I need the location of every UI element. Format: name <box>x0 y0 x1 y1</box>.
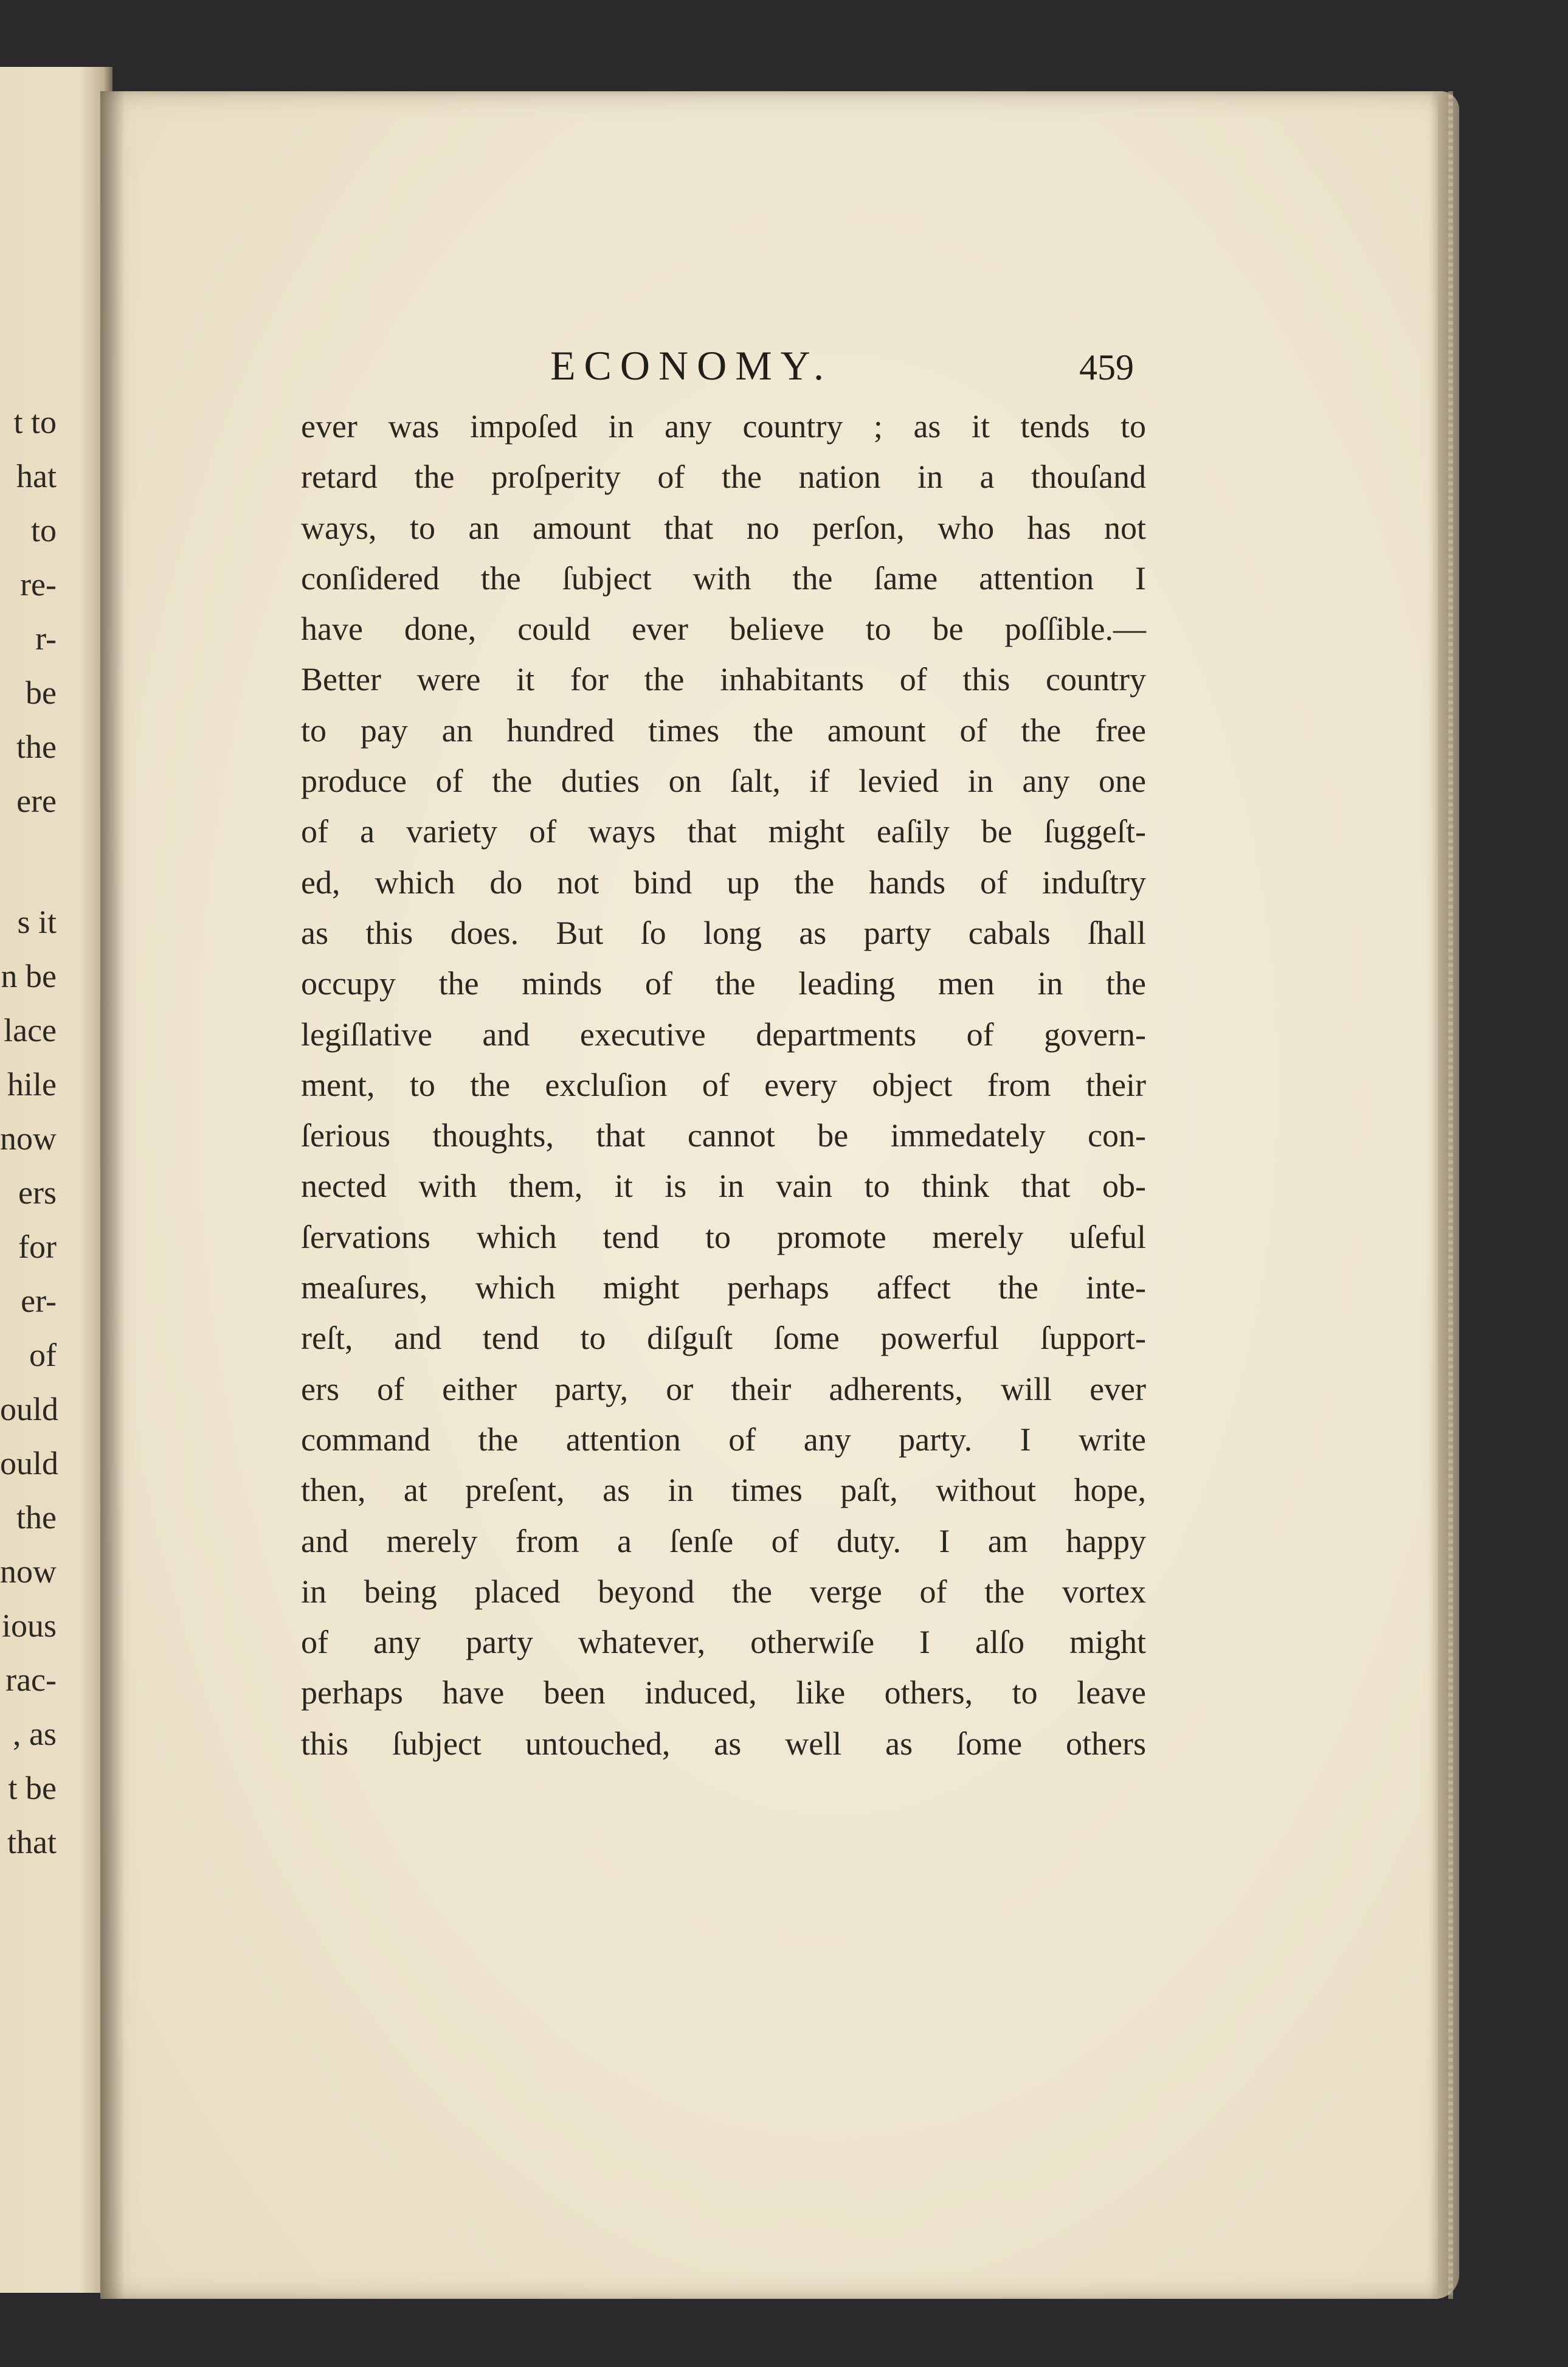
left-line: t to <box>13 404 57 440</box>
left-line: for <box>18 1229 57 1265</box>
text-line: ed, which do not bind up the hands of induſtry <box>301 864 1146 901</box>
text-line: conſidered the ſubject with the ſame attention I <box>301 560 1146 597</box>
text-line: ſervations which tend to promote merely uſeful <box>301 1218 1146 1255</box>
text-line: have done, could ever believe to be poſſible.— <box>301 611 1146 648</box>
text-line: to pay an hundred times the amount of the free <box>301 712 1146 749</box>
text-line: occupy the minds of the leading men in the <box>301 965 1146 1002</box>
text-line: perhaps have been induced, like others, to leave <box>301 1674 1146 1711</box>
left-line: n be <box>1 958 57 994</box>
text-line: ever was impoſed in any country ; as it tends to <box>301 408 1146 445</box>
left-line: hat <box>16 458 57 494</box>
left-facing-page <box>0 67 112 2293</box>
left-page-text <box>0 395 112 1870</box>
left-line-gap <box>0 828 112 895</box>
text-line: ers of either party, or their adherents, will ever <box>301 1370 1146 1407</box>
left-line: to <box>30 512 57 549</box>
page-number: 459 <box>1079 347 1134 387</box>
text-line: then, at preſent, as in times paſt, without hope, <box>301 1472 1146 1509</box>
left-line: ould <box>0 1445 59 1482</box>
text-line: ways, to an amount that no perſon, who has not <box>301 509 1146 546</box>
left-line: be <box>26 674 57 711</box>
text-line: retard the proſperity of the nation in a thouſand <box>301 459 1146 496</box>
text-line: as this does. But ſo long as party cabals ſhall <box>301 914 1146 951</box>
text-line: in being placed beyond the verge of the vortex <box>301 1573 1146 1610</box>
left-line: lace <box>4 1012 57 1048</box>
left-line: of <box>29 1337 57 1373</box>
text-line: and merely from a ſenſe of duty. I am happy <box>301 1522 1146 1559</box>
left-line: ious <box>1 1607 57 1644</box>
left-line: now <box>0 1120 57 1157</box>
running-head: ECONOMY. <box>550 342 833 389</box>
text-line: of any party whatever, otherwiſe I alſo might <box>301 1624 1146 1661</box>
text-line: command the attention of any party. I write <box>301 1421 1146 1458</box>
body-text <box>301 401 1146 1769</box>
text-line: meaſures, which might perhaps affect the inte- <box>301 1269 1146 1306</box>
text-line: this ſubject untouched, as well as ſome others <box>301 1725 1146 1762</box>
text-line: legiſlative and executive departments of govern- <box>301 1016 1146 1053</box>
left-line: rac- <box>5 1662 57 1698</box>
left-line: the <box>16 729 57 765</box>
left-line: hile <box>7 1066 57 1103</box>
left-line: re- <box>20 566 57 603</box>
left-line: t be <box>8 1770 57 1806</box>
left-line: now <box>0 1553 57 1590</box>
left-line: ere <box>16 783 57 819</box>
text-line: nected with them, it is in vain to think that ob- <box>301 1168 1146 1205</box>
left-line: er- <box>21 1283 57 1319</box>
left-line: the <box>16 1499 57 1536</box>
left-line: s it <box>17 904 57 940</box>
text-line: Better were it for the inhabitants of this country <box>301 661 1146 698</box>
left-line: that <box>7 1824 57 1860</box>
left-line: ould <box>0 1391 59 1427</box>
left-line: , as <box>13 1716 57 1752</box>
left-line: r- <box>35 620 57 657</box>
left-line: ers <box>18 1174 57 1211</box>
text-line: produce of the duties on ſalt, if levied in any one <box>301 763 1146 800</box>
text-line: of a variety of ways that might eaſily be ſuggeſt- <box>301 813 1146 850</box>
gutter-shadow <box>100 91 125 2299</box>
text-line: ſerious thoughts, that cannot be immedately con- <box>301 1117 1146 1154</box>
text-line: ment, to the excluſion of every object from their <box>301 1066 1146 1103</box>
text-line: reſt, and tend to diſguſt ſome powerful ſupport- <box>301 1320 1146 1357</box>
